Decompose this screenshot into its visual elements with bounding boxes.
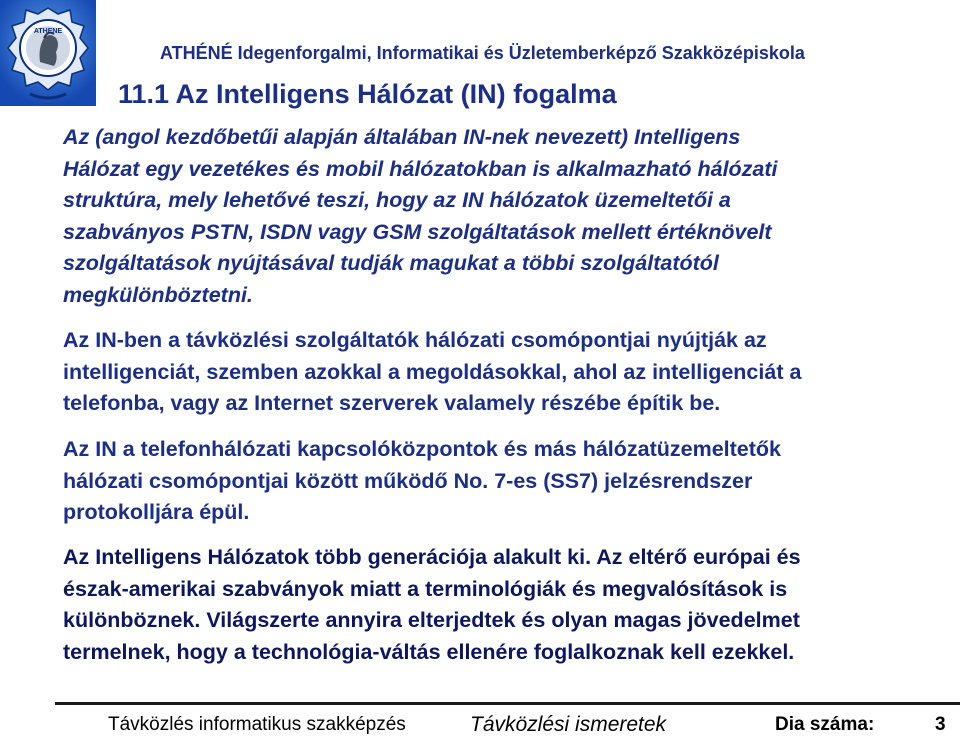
text-line: különböznek. Világszerte annyira elterjedtek és olyan magas jövedelmet: [63, 608, 800, 632]
text-line: telefonba, vagy az Internet szerverek valamely részébe építik be.: [63, 391, 721, 415]
footer-subject: Távközlési ismeretek: [470, 713, 667, 736]
text-line: szolgáltatások nyújtásával tudják magukat a többi szolgáltatótól: [63, 251, 719, 275]
text-line: intelligenciát, szemben azokkal a megoldásokkal, ahol az intelligenciát a: [63, 359, 802, 384]
slide-title: 11.1 Az Intelligens Hálózat (IN) fogalma: [118, 79, 617, 109]
paragraph-generations: [63, 542, 801, 668]
text-line: szabványos PSTN, ISDN vagy GSM szolgáltatások mellett értéknövelt: [63, 219, 772, 244]
text-line: Az IN a telefonhálózati kapcsolóközpontok és más hálózatüzemeltetők: [63, 437, 782, 461]
footer-course: Távközlés informatikus szakképzés: [108, 714, 406, 735]
school-logo: [0, 0, 96, 106]
text-line: Az (angol kezdőbetűi alapján általában IN-nek nevezett) Intelligens: [63, 125, 741, 149]
logo-text: ATHENE: [33, 28, 63, 35]
text-line: protokolljára épül.: [63, 500, 250, 524]
text-line: megkülönböztetni.: [63, 282, 253, 307]
text-line: Az IN-ben a távközlési szolgáltatók hálózati csomópontjai nyújtják az: [63, 328, 767, 352]
text-line: struktúra, mely lehetővé teszi, hogy az IN hálózatok üzemeltetői a: [63, 188, 731, 212]
paragraph-definition: [63, 122, 778, 311]
text-line: hálózati csomópontjai között működő No. 7-es (SS7) jelzésrendszer: [63, 468, 753, 493]
text-line: termelnek, hogy a technológia-váltás ellenére foglalkoznak kell ezekkel.: [63, 639, 795, 664]
school-name: ATHÉNÉ Idegenforgalmi, Informatikai és Üzletemberképző Szakközépiskola: [160, 43, 805, 63]
text-line: Hálózat egy vezetékes és mobil hálózatokban is alkalmazható hálózati: [63, 156, 778, 181]
paragraph-intelligence: [63, 325, 801, 420]
slide-number: 3: [935, 714, 946, 735]
paragraph-ss7: [63, 434, 781, 529]
slide-number-label: Dia száma:: [775, 714, 875, 735]
text-line: Az Intelligens Hálózatok több generációja alakult ki. Az eltérő európai és: [63, 545, 801, 569]
text-line: észak-amerikai szabványok miatt a terminológiák és megvalósítások is: [63, 576, 788, 601]
footer-divider: [55, 702, 960, 705]
